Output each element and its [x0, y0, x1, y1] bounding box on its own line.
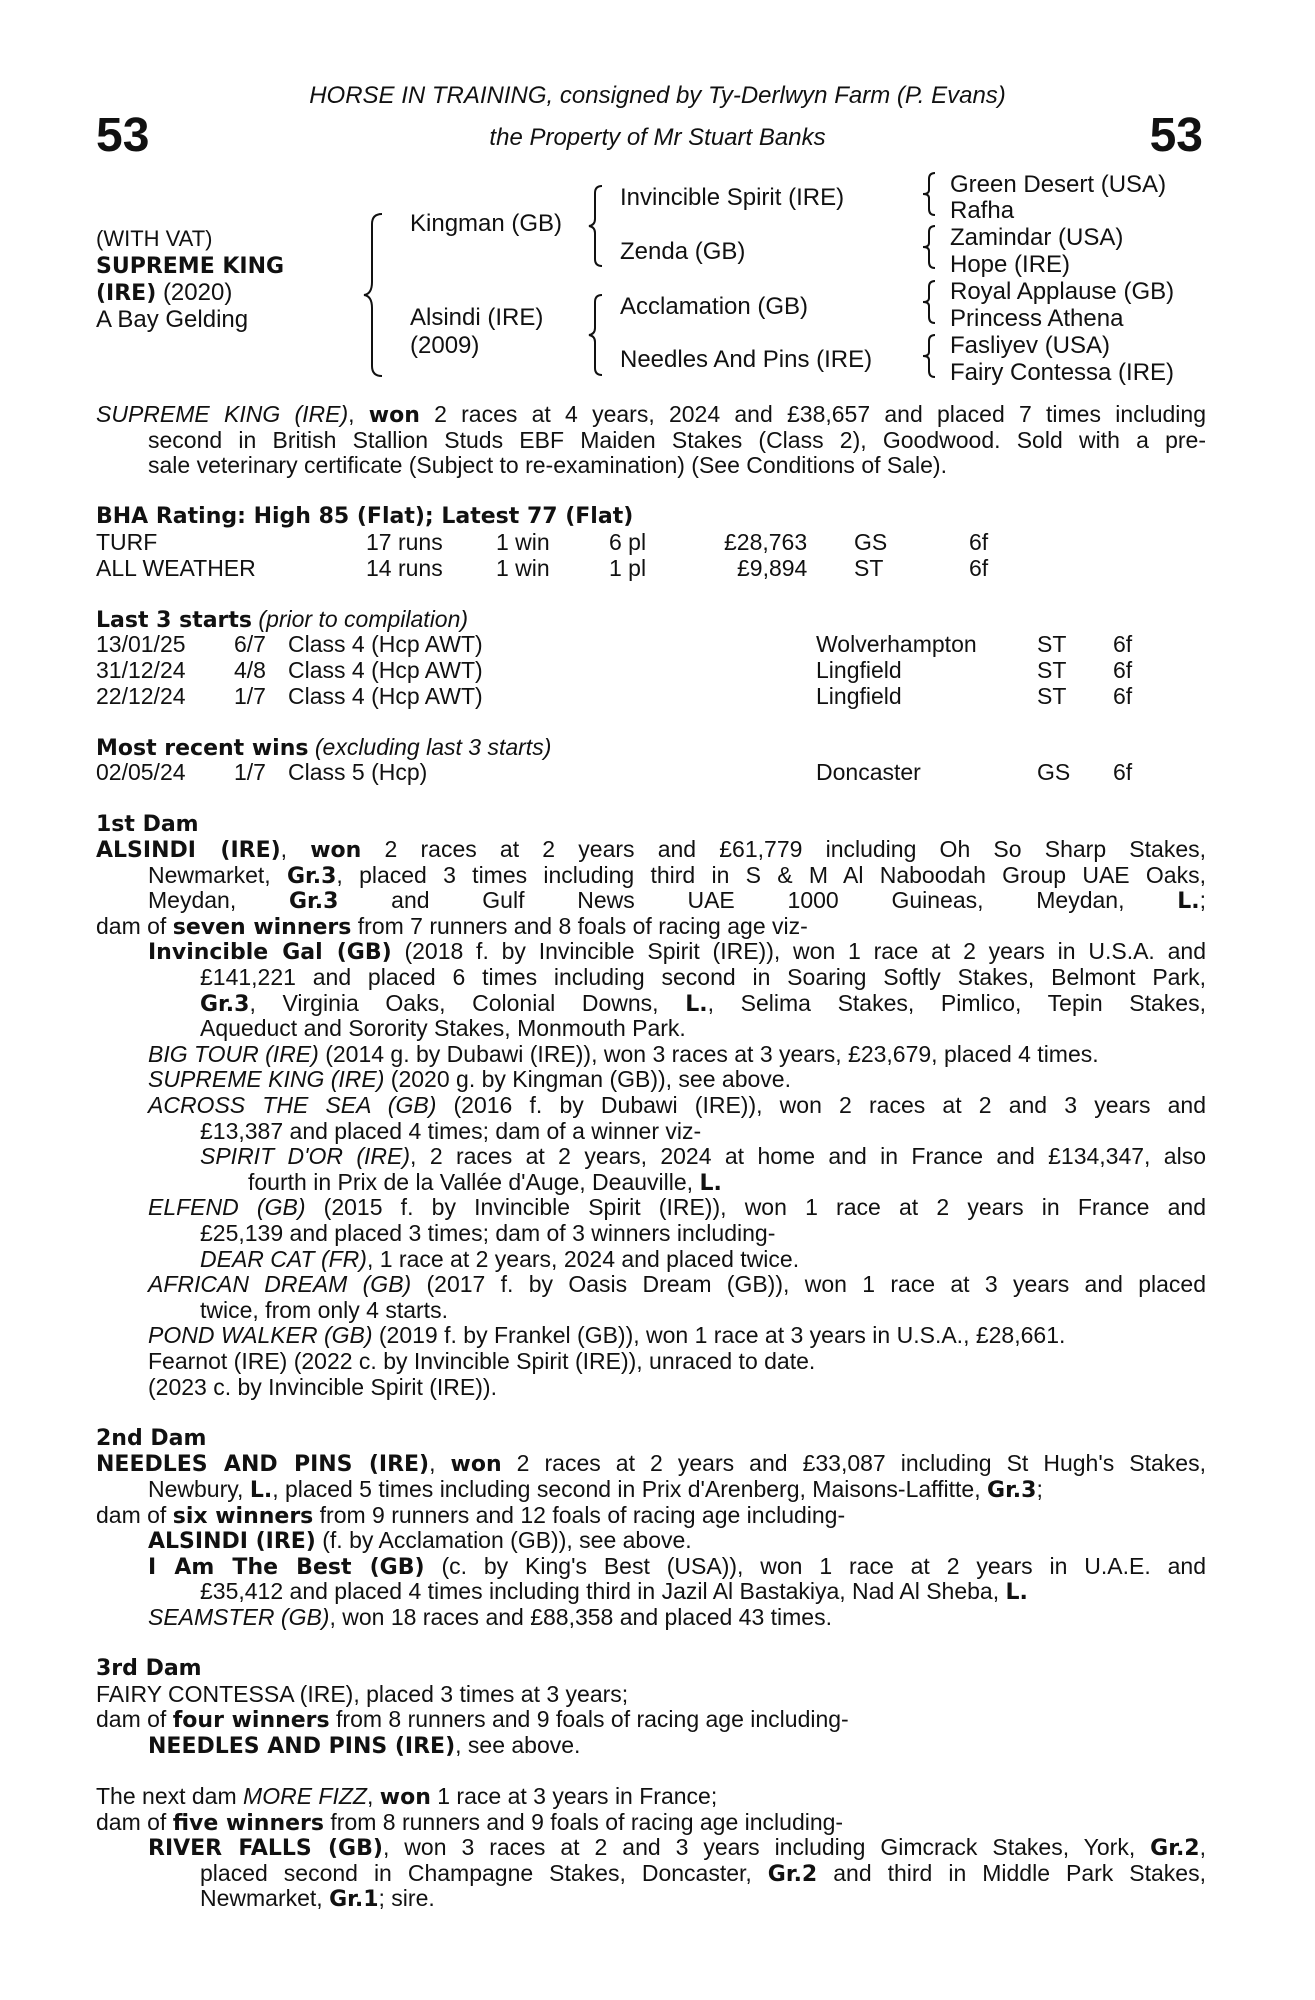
third-dam-title: 3rd Dam	[96, 1656, 202, 1682]
start-row: 31/12/24 4/8 Class 4 (Hcp AWT) Lingfield ST 6f	[96, 656, 1133, 683]
dam2-line: dam of six winners from 9 runners and 12 foals of racing age including-	[96, 1501, 846, 1529]
next-dam-line: The next dam MORE FIZZ, won 1 race at 3 years in France;	[96, 1783, 718, 1811]
next-dam-line: dam of five winners from 8 runners and 9 foals of racing age including-	[96, 1808, 844, 1836]
first-dam-title: 1st Dam	[96, 811, 199, 837]
start-row: 22/12/24 1/7 Class 4 (Hcp AWT) Lingfield ST 6f	[96, 682, 1133, 709]
lot-number-left: 53	[96, 109, 150, 162]
summary-line-2: second in British Stallion Studs EBF Maiden Stakes (Class 2), Goodwood. Sold with a pre-	[148, 427, 1206, 453]
next-dam-line: placed second in Champagne Stakes, Doncaster, Gr.2 and third in Middle Park Stakes,	[200, 1860, 1206, 1887]
dam2-line: £35,412 and placed 4 times including third in Jazil Al Bastakiya, Nad Al Sheba, L.	[200, 1578, 1028, 1606]
rating-row-all-weather: ALL WEATHER 14 runs 1 win 1 pl £9,894 ST 6f	[96, 554, 989, 581]
dam1-line: SPIRIT D'OR (IRE), 2 races at 2 years, 2024 at home and in France and £134,347, also	[200, 1144, 1206, 1170]
property-line: the Property of Mr Stuart Banks	[489, 124, 826, 151]
consignment-line: HORSE IN TRAINING, consigned by Ty-Derlwyn Farm (P. Evans)	[309, 82, 1006, 109]
pedigree-brace-ds	[920, 278, 940, 326]
second-dam-title: 2nd Dam	[96, 1425, 207, 1451]
dam-year: (2009)	[410, 332, 480, 359]
pedigree-brace-dd	[920, 332, 940, 380]
dam1-line: ACROSS THE SEA (GB) (2016 f. by Dubawi (IRE)), won 2 races at 2 and 3 years and	[148, 1093, 1206, 1119]
dam2-line: SEAMSTER (GB), won 18 races and £88,358 and placed 43 times.	[148, 1603, 832, 1630]
dam1-line: Gr.3, Virginia Oaks, Colonial Downs, L., Selima Stakes, Pimlico, Tepin Stakes,	[200, 990, 1206, 1017]
dam2-line: ALSINDI (IRE) (f. by Acclamation (GB)), see above.	[148, 1527, 692, 1555]
next-dam-line: RIVER FALLS (GB), won 3 races at 2 and 3 years including Gimcrack Stakes, York, Gr.2,	[148, 1835, 1206, 1861]
sire-dam-sire: Zamindar (USA)	[950, 224, 1124, 251]
dam1-line: DEAR CAT (FR), 1 race at 2 years, 2024 and placed twice.	[200, 1245, 800, 1272]
bha-rating-title: BHA Rating: High 85 (Flat); Latest 77 (Flat)	[96, 504, 634, 530]
last-3-starts-title: Last 3 starts (prior to compilation)	[96, 605, 469, 633]
recent-wins-title: Most recent wins (excluding last 3 starts)	[96, 733, 552, 761]
dam3-line: NEEDLES AND PINS (IRE), see above.	[148, 1731, 581, 1759]
start-row: 13/01/25 6/7 Class 4 (Hcp AWT) Wolverhampton ST 6f	[96, 631, 1133, 658]
dam1-line: Invincible Gal (GB) (2018 f. by Invincible Spirit (IRE)), won 1 race at 2 years in U.S.A. and	[148, 939, 1206, 966]
dam1-line: SUPREME KING (IRE) (2020 g. by Kingman (GB)), see above.	[148, 1066, 791, 1093]
sire: Kingman (GB)	[410, 210, 563, 237]
catalogue-body	[96, 402, 1206, 1912]
sire-sire-sire: Green Desert (USA)	[950, 171, 1167, 198]
pedigree-brace-sd	[920, 223, 940, 271]
dam2-line: Newbury, L., placed 5 times including second in Prix d'Arenberg, Maisons-Laffitte, Gr.3;	[148, 1475, 1043, 1503]
dam-dam-dam: Fairy Contessa (IRE)	[950, 359, 1175, 386]
dam-sire-dam: Princess Athena	[950, 305, 1124, 332]
dam1-line: twice, from only 4 starts.	[200, 1296, 448, 1323]
dam1-line: (2023 c. by Invincible Spirit (IRE)).	[148, 1373, 497, 1400]
summary-line-3: sale veterinary certificate (Subject to re-examination) (See Conditions of Sale).	[148, 452, 947, 479]
recent-win-row: 02/05/24 1/7 Class 5 (Hcp) Doncaster GS 6f	[96, 759, 1133, 786]
sire-sire-dam: Rafha	[950, 197, 1015, 224]
dam2-line: I Am The Best (GB) (c. by King's Best (USA)), won 1 race at 2 years in U.A.E. and	[148, 1553, 1206, 1580]
dam1-line: AFRICAN DREAM (GB) (2017 f. by Oasis Dream (GB)), won 1 race at 3 years and placed	[148, 1272, 1206, 1298]
dam1-line: Aqueduct and Sorority Stakes, Monmouth Park.	[200, 1015, 686, 1042]
rating-row-turf: TURF 17 runs 1 win 6 pl £28,763 GS 6f	[96, 528, 989, 555]
dam1-line: ELFEND (GB) (2015 f. by Invincible Spirit (IRE)), won 1 race at 2 years in France and	[148, 1195, 1206, 1221]
dam-sire-sire: Royal Applause (GB)	[950, 278, 1175, 305]
dam1-line: ALSINDI (IRE), won 2 races at 2 years and £61,779 including Oh So Sharp Stakes,	[96, 837, 1206, 863]
vat-note: (WITH VAT)	[96, 226, 213, 251]
dam-dam-sire: Fasliyev (USA)	[950, 332, 1111, 359]
dam1-line: Meydan, Gr.3 and Gulf News UAE 1000 Guineas, Meydan, L.;	[148, 888, 1206, 914]
dam3-line: dam of four winners from 8 runners and 9 foals of racing age including-	[96, 1706, 849, 1734]
dam1-line: BIG TOUR (IRE) (2014 g. by Dubawi (IRE)), won 3 races at 3 years, £23,679, placed 4 times.	[148, 1040, 1099, 1067]
summary-line-1: SUPREME KING (IRE), won 2 races at 4 years, 2024 and £38,657 and placed 7 times including	[96, 402, 1206, 428]
pedigree-brace-sire	[586, 183, 608, 269]
pedigree-brace-main	[360, 210, 390, 380]
horse-description: A Bay Gelding	[96, 306, 249, 333]
sire-dam: Zenda (GB)	[620, 238, 746, 265]
sire-dam-dam: Hope (IRE)	[950, 251, 1071, 278]
horse-origin-year: (IRE) (2020)	[96, 279, 233, 306]
pedigree-brace-dam	[586, 292, 608, 378]
dam2-line: NEEDLES AND PINS (IRE), won 2 races at 2 years and £33,087 including St Hugh's Stakes,	[96, 1451, 1206, 1477]
next-dam-line: Newmarket, Gr.1; sire.	[200, 1885, 435, 1913]
dam1-line: £13,387 and placed 4 times; dam of a winner viz-	[200, 1117, 702, 1144]
horse-name: SUPREME KING	[96, 254, 285, 279]
dam-dam: Needles And Pins (IRE)	[620, 346, 873, 373]
dam-sire: Acclamation (GB)	[620, 293, 809, 320]
sire-sire: Invincible Spirit (IRE)	[620, 184, 845, 211]
dam1-line: Fearnot (IRE) (2022 c. by Invincible Spirit (IRE)), unraced to date.	[148, 1347, 816, 1374]
dam1-line: POND WALKER (GB) (2019 f. by Frankel (GB)), won 1 race at 3 years in U.S.A., £28,661.	[148, 1322, 1066, 1349]
dam1-line: fourth in Prix de la Vallée d'Auge, Deauville, L.	[248, 1168, 722, 1196]
dam: Alsindi (IRE)	[410, 304, 544, 331]
dam1-line: dam of seven winners from 7 runners and 8 foals of racing age viz-	[96, 912, 808, 940]
dam1-line: £25,139 and placed 3 times; dam of 3 winners including-	[200, 1220, 776, 1246]
dam3-line: FAIRY CONTESSA (IRE), placed 3 times at 3 years;	[96, 1680, 629, 1707]
pedigree-brace-ss	[920, 170, 940, 218]
lot-number-right: 53	[1149, 109, 1203, 162]
dam1-line: £141,221 and placed 6 times including second in Soaring Softly Stakes, Belmont Park,	[200, 965, 1206, 991]
dam1-line: Newmarket, Gr.3, placed 3 times including third in S & M Al Naboodah Group UAE Oaks,	[148, 862, 1206, 889]
